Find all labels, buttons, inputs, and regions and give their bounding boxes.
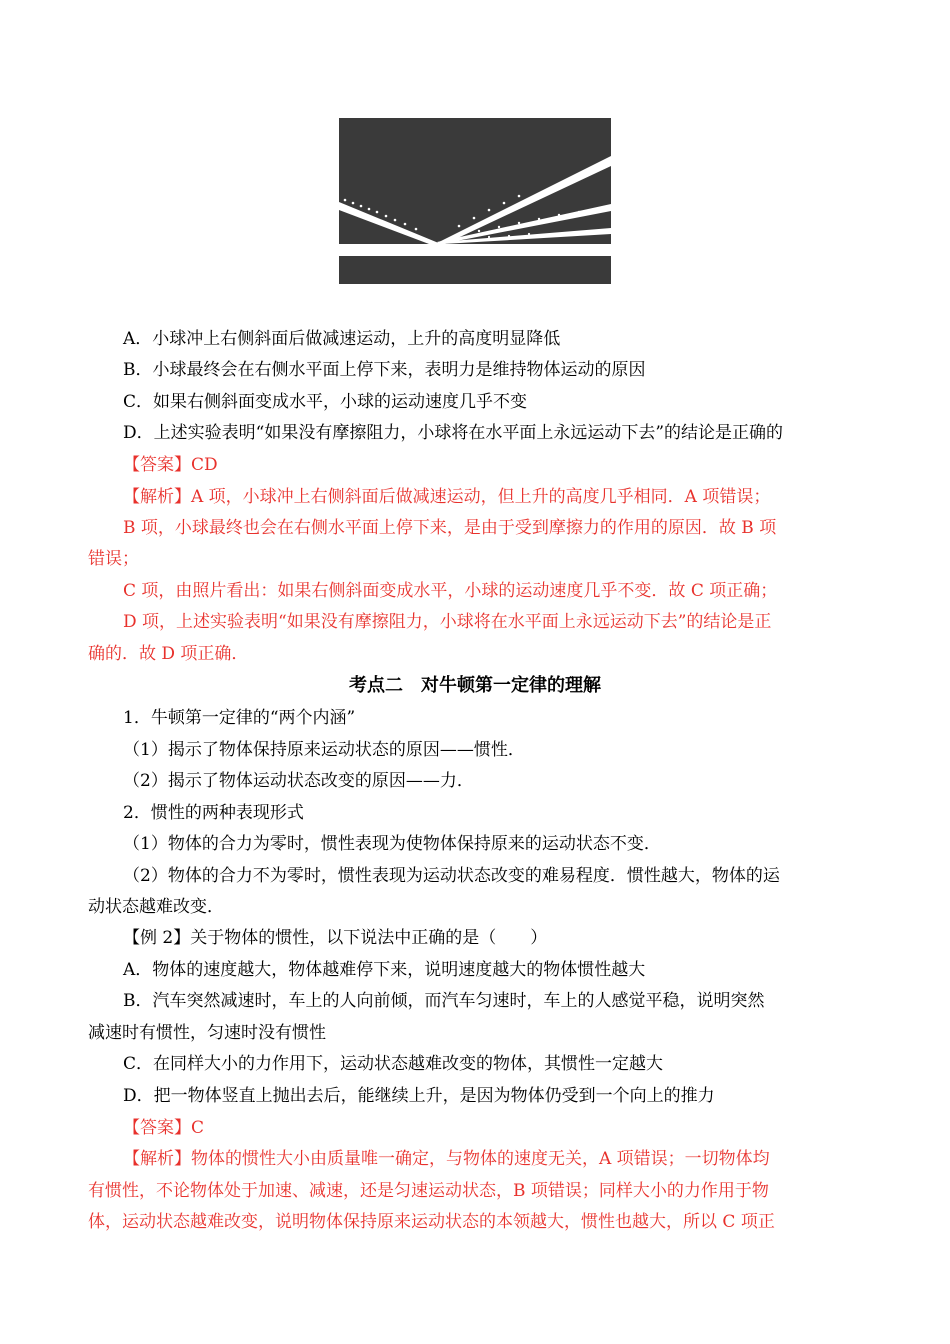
example-question: 【例 2】关于物体的惯性，以下说法中正确的是（ ） [123,928,548,948]
body-line-6: （2）物体的合力不为零时，惯性表现为运动状态改变的难易程度．惯性越大，物体的运 [123,866,780,886]
example-option-d: D．把一物体竖直上抛出去后，能继续上升，是因为物体仍受到一个向上的推力 [123,1086,715,1106]
option-a: A．小球冲上右侧斜面后做减速运动，上升的高度明显降低 [123,329,561,349]
analysis-2-line-2: 有惯性，不论物体处于加速、减速，还是匀速运动状态，B 项错误；同样大小的力作用于物 [88,1181,769,1201]
inclined-plane-photo [339,118,611,284]
analysis-1-line-2: B 项，小球最终也会在右侧水平面上停下来，是由于受到摩擦力的作用的原因．故 B 项 [123,518,777,538]
answer-2: 【答案】C [123,1118,205,1138]
answer-1: 【答案】CD [123,455,218,475]
example-option-c: C．在同样大小的力作用下，运动状态越难改变的物体，其惯性一定越大 [123,1054,664,1074]
section-heading: 考点二 对牛顿第一定律的理解 [349,675,601,696]
analysis-1-line-1: 【解析】A 项，小球冲上右侧斜面后做减速运动，但上升的高度几乎相同．A 项错误； [123,487,771,507]
inclined-plane-photo-icon [339,118,611,284]
analysis-1-line-5: D 项，上述实验表明“如果没有摩擦阻力，小球将在水平面上永远运动下去”的结论是正 [123,612,772,632]
body-line-7: 动状态越难改变． [88,897,224,917]
body-line-2: （1）揭示了物体保持原来运动状态的原因——惯性． [123,740,525,760]
body-line-1: 1．牛顿第一定律的“两个内涵” [123,708,356,728]
analysis-2-line-3: 体，运动状态越难改变，说明物体保持原来运动状态的本领越大，惯性也越大，所以 C 项正 [88,1212,775,1232]
example-option-b: B．汽车突然减速时，车上的人向前倾，而汽车匀速时，车上的人感觉平稳，说明突然 [123,991,765,1011]
body-line-4: 2．惯性的两种表现形式 [123,803,304,823]
analysis-2-line-1: 【解析】物体的惯性大小由质量唯一确定，与物体的速度无关，A 项错误；一切物体均 [123,1149,770,1169]
analysis-1-line-4: C 项，由照片看出：如果右侧斜面变成水平，小球的运动速度几乎不变．故 C 项正确； [123,581,778,601]
example-option-a: A．物体的速度越大，物体越难停下来，说明速度越大的物体惯性越大 [123,960,646,980]
option-d: D．上述实验表明“如果没有摩擦阻力，小球将在水平面上永远运动下去”的结论是正确的 [123,423,784,443]
analysis-1-line-3: 错误； [88,549,139,569]
option-b: B．小球最终会在右侧水平面上停下来，表明力是维持物体运动的原因 [123,360,646,380]
body-line-3: （2）揭示了物体运动状态改变的原因——力． [123,771,474,791]
example-option-b-cont: 减速时有惯性，匀速时没有惯性 [88,1023,326,1043]
body-line-5: （1）物体的合力为零时，惯性表现为使物体保持原来的运动状态不变． [123,834,661,854]
option-c: C．如果右侧斜面变成水平，小球的运动速度几乎不变 [123,392,528,412]
analysis-1-line-6: 确的．故 D 项正确． [88,644,249,664]
